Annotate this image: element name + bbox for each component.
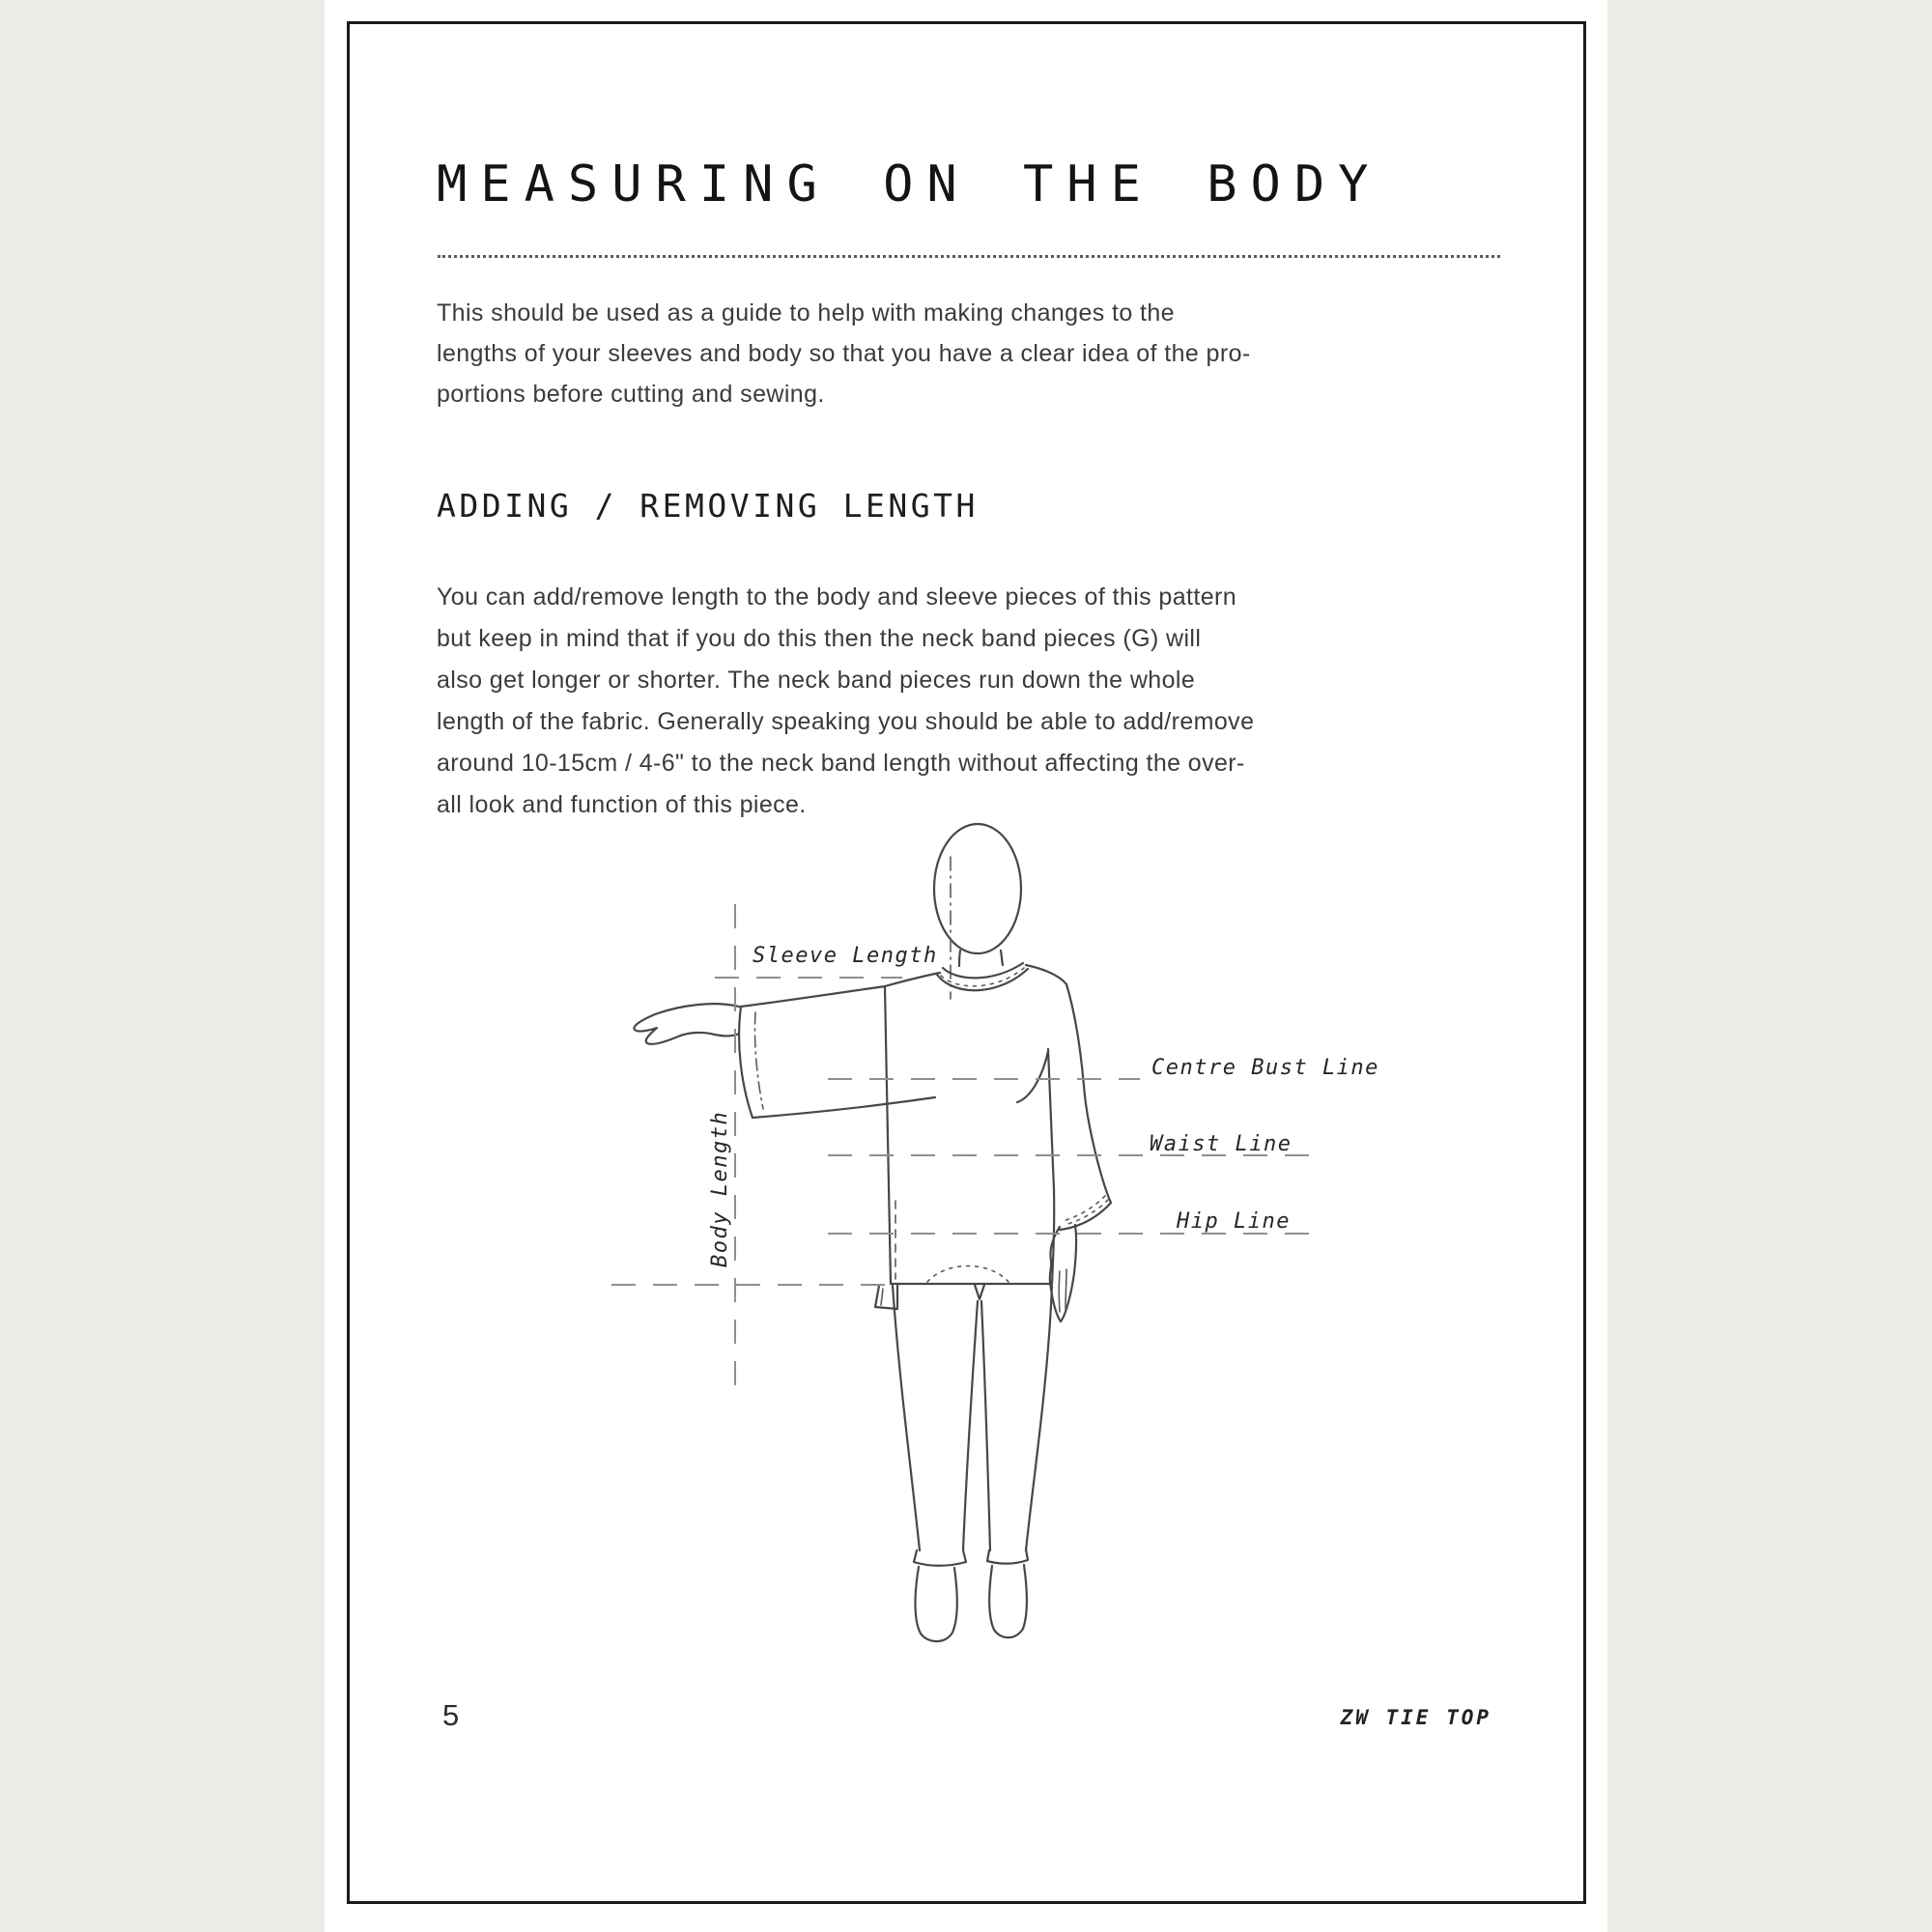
right-underarm-seam [1017,1051,1048,1102]
text-line: You can add/remove length to the body and sleeve pieces of this pattern [437,583,1237,611]
left-sleeve-bottom-edge [753,1097,935,1118]
text-line: lengths of your sleeves and body so that you have a clear idea of the pro- [437,340,1251,367]
sleeve-length-label: Sleeve Length [753,944,938,968]
head-outline [934,824,1021,953]
body-length-label: Body Length [708,1110,732,1267]
right-hand-outline [1050,1225,1076,1321]
left-ankle-cuff [914,1550,966,1566]
pants-crotch-seam [975,1285,984,1299]
right-sleeve-inner-edge [1048,1049,1054,1189]
text-line: This should be used as a guide to help with making changes to the [437,299,1175,327]
centre-bust-line-label: Centre Bust Line [1151,1056,1379,1080]
neck-left-line [959,951,960,966]
text-line: but keep in mind that if you do this then the neck band pieces (G) will [437,625,1202,652]
intro-paragraph [437,293,1251,414]
left-hand-outline [634,1004,739,1044]
text-line: also get longer or shorter. The neck band pieces run down the whole [437,667,1196,694]
hip-line-label: Hip Line [1177,1209,1291,1234]
right-foot-outline [989,1565,1027,1637]
left-cuff-fold-line [754,1012,763,1109]
dotted-divider [438,255,1500,258]
right-shoulder-line [1026,965,1066,984]
left-leg-outer-edge [893,1286,920,1550]
right-leg-inner-edge [981,1301,990,1550]
right-hand-finger-line-2 [1065,1269,1066,1310]
left-sleeve-cuff-edge [739,1007,753,1118]
left-shoulder-line [885,973,940,986]
left-sleeve-top-edge [741,986,885,1007]
figure-labels [708,944,1379,1267]
right-sleeve-outer-edge [1066,984,1111,1203]
right-cuff-stitching [1063,1196,1105,1221]
text-line: around 10-15cm / 4-6" to the neck band length without affecting the over- [437,750,1245,777]
footer-brand-label: ZW TIE TOP [1340,1706,1492,1729]
waist-line-label: Waist Line [1150,1132,1293,1156]
left-leg-inner-edge [963,1301,978,1550]
section-paragraph [437,577,1254,826]
page-number: 5 [442,1698,460,1732]
text-line: length of the fabric. Generally speaking you should be able to add/remove [437,708,1255,735]
measurement-figure-illustration [599,811,1391,1662]
collar-top-edge [943,963,1023,978]
left-foot-outline [915,1567,956,1641]
right-ankle-cuff [987,1549,1028,1564]
neck-right-line [1001,951,1003,965]
text-line: all look and function of this piece. [437,791,807,818]
page-title: MEASURING ON THE BODY [437,156,1382,213]
right-hand-finger-line [1059,1271,1060,1312]
hem-corner-tab-inner [881,1289,883,1305]
section-heading: ADDING / REMOVING LENGTH [437,487,979,525]
hem-stitch-arc [927,1266,1009,1283]
text-line: portions before cutting and sewing. [437,381,825,408]
right-leg-outer-edge [1026,1286,1052,1550]
body-left-edge [885,986,891,1284]
